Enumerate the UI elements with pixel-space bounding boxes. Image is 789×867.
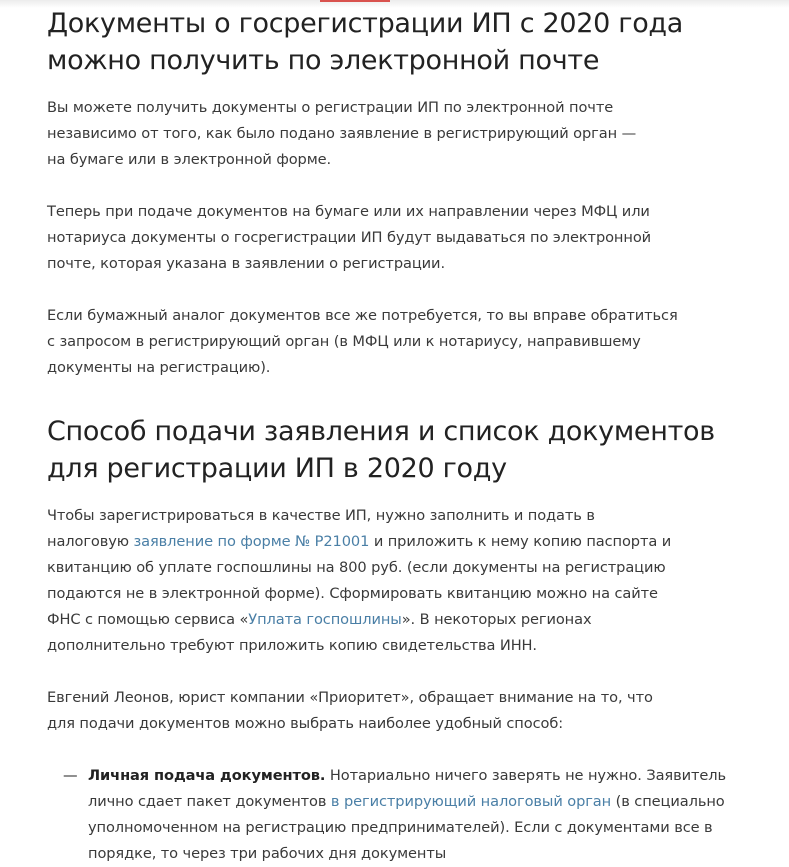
paragraph-email-docs: Вы можете получить документы о регистрации ИП по электронной почте независимо от того, как было подано заявление в регистрирующий орган — на бумаге или в электронной форме.: [47, 99, 637, 168]
title-line-1: Способ подачи заявления и список документов: [47, 416, 715, 447]
intro-text-3: ». В некоторых регионах дополнительно требуют приложить копию свидетельства ИНН.: [47, 611, 592, 654]
title-line-2: можно получить по электронной почте: [47, 45, 600, 76]
paragraph-paper-copy: Если бумажный аналог документов все же потребуется, то вы вправе обратиться с запросом в регистрирующий орган (в МФЦ или к нотариусу, направившему документы на регистрацию).: [47, 307, 678, 376]
paragraph-registration-intro: [47, 503, 672, 659]
method-text-2: (в специально уполномоченном на регистрацию предпринимателей). Если с документами все в порядке, то через три рабочих дня документы: [88, 793, 725, 862]
intro-text-2: и приложить к нему копию паспорта и квитанцию об уплате госпошлины на 800 руб. (если документы на регистрацию подаются не в электронной форме). Сформировать квитанцию можно на сайте ФНС с помощью сервиса «: [47, 533, 672, 628]
state-fee-payment-link[interactable]: Уплата госпошлины: [248, 611, 402, 628]
section-title-registration-method: [47, 413, 747, 487]
method-text-1: Нотариально ничего заверять не нужно. Заявитель лично сдает пакет документов: [88, 767, 726, 810]
submission-methods-list: [47, 763, 747, 867]
intro-text-1: Чтобы зарегистрироваться в качестве ИП, нужно заполнить и подать в налоговую: [47, 507, 595, 550]
form-p21001-link[interactable]: заявление по форме № Р21001: [133, 533, 370, 550]
title-line-1: Документы о госрегистрации ИП с 2020 года: [47, 8, 684, 39]
dash-bullet: —: [63, 767, 78, 784]
paragraph-expert-note: Евгений Леонов, юрист компании «Приоритет», обращает внимание на то, что для подачи документов можно выбрать наиболее удобный способ:: [47, 689, 653, 732]
paragraph-paper-submission: Теперь при подаче документов на бумаге или их направлении через МФЦ или нотариуса документы о госрегистрации ИП будут выдаваться по электронной почте, которая указана в заявлении о регистрации.: [47, 203, 652, 272]
tax-authority-link[interactable]: в регистрирующий налоговый орган: [330, 793, 612, 810]
method-title: Личная подача документов.: [88, 767, 326, 784]
article-body: [47, 0, 747, 867]
section-title-email-docs: [47, 0, 747, 79]
list-item-personal-submission: [47, 763, 728, 867]
title-line-2: для регистрации ИП в 2020 году: [47, 453, 507, 484]
